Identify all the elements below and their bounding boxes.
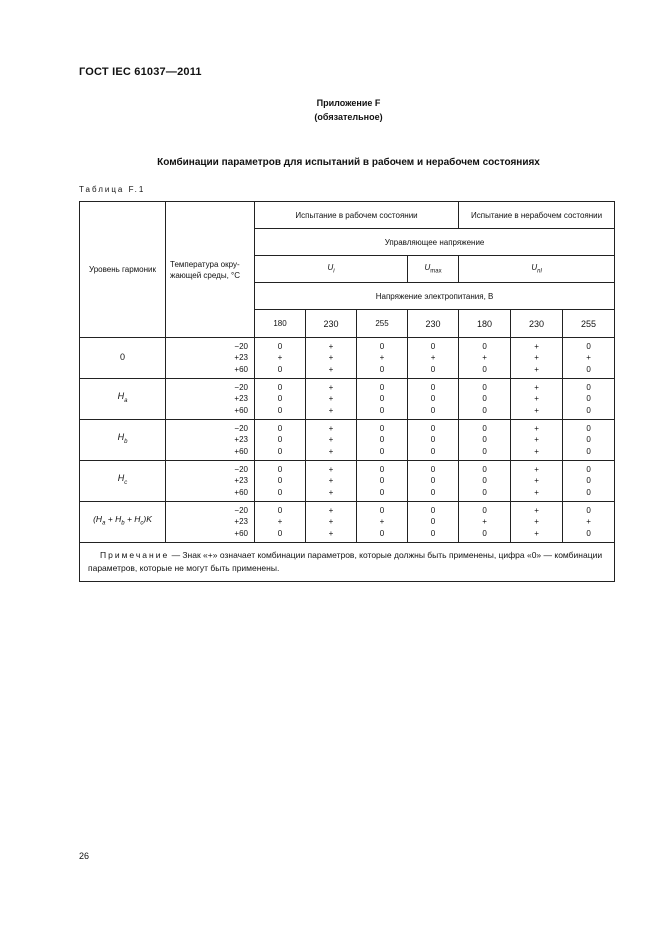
- row-level: $(H_a + H_b + H_c)K$: [80, 502, 166, 543]
- row-value-cell: 0 0 0: [563, 461, 615, 502]
- row-value-cell: + + +: [511, 338, 563, 379]
- voltage-cell: 230: [306, 310, 357, 338]
- row-temperatures: −20 +23 +60: [166, 420, 255, 461]
- row-value-cell: + + +: [511, 461, 563, 502]
- row-value-cell: + + +: [306, 338, 357, 379]
- row-value-cell: 0 0 0: [563, 379, 615, 420]
- header-nonworking-test: Испытание в нерабочем состоянии: [459, 202, 615, 229]
- note-heading: Примечание: [100, 550, 170, 560]
- row-value-cell: + + +: [306, 502, 357, 543]
- row-value-cell: 0 0 0: [357, 420, 408, 461]
- row-value-cell: + + +: [511, 379, 563, 420]
- header-harmonic-level: Уровень гармоник: [80, 202, 166, 338]
- row-value-cell: 0 0 0: [255, 420, 306, 461]
- row-value-cell: 0 + 0: [255, 338, 306, 379]
- row-value-cell: 0 + 0: [357, 338, 408, 379]
- note-text: — Знак «+» означает комбинации параметров, которые должны быть применены, цифра «0» — комбинации параметров, которые не могут быть применены.: [88, 550, 603, 573]
- row-value-cell: 0 + 0: [408, 338, 459, 379]
- appendix-heading: [0, 96, 661, 124]
- row-value-cell: + + +: [511, 502, 563, 543]
- voltage-cell: 180: [255, 310, 306, 338]
- row-level: $H_a$: [80, 379, 166, 420]
- row-value-cell: 0 0 0: [255, 461, 306, 502]
- header-working-test: Испытание в рабочем состоянии: [255, 202, 459, 229]
- table-row: [80, 420, 615, 461]
- row-value-cell: 0 0 0: [459, 379, 511, 420]
- row-level: $H_b$: [80, 420, 166, 461]
- voltage-cell: 180: [459, 310, 511, 338]
- table-row: [80, 502, 615, 543]
- row-value-cell: 0 + 0: [563, 338, 615, 379]
- document-header: ГОСТ IEC 61037—2011: [79, 66, 202, 78]
- row-value-cell: 0 0 0: [408, 502, 459, 543]
- section-title: Комбинации параметров для испытаний в рабочем и нерабочем состояниях: [157, 157, 540, 168]
- appendix-status: (обязательное): [314, 112, 383, 122]
- table-note: [80, 543, 615, 582]
- table-row: [80, 379, 615, 420]
- row-temperatures: −20 +23 +60: [166, 502, 255, 543]
- row-level: 0: [80, 338, 166, 379]
- row-value-cell: 0 + 0: [255, 502, 306, 543]
- header-u-i: $U_i$: [255, 256, 408, 283]
- table-note-row: [80, 543, 615, 582]
- row-value-cell: 0 + 0: [357, 502, 408, 543]
- voltage-cell: 255: [357, 310, 408, 338]
- row-value-cell: 0 + 0: [563, 502, 615, 543]
- row-temperatures: −20 +23 +60: [166, 338, 255, 379]
- voltage-cell: 230: [408, 310, 459, 338]
- row-value-cell: + + +: [306, 420, 357, 461]
- row-temperatures: −20 +23 +60: [166, 379, 255, 420]
- voltage-cell: 255: [563, 310, 615, 338]
- header-u-max: $U_{max}$: [408, 256, 459, 283]
- row-value-cell: + + +: [306, 461, 357, 502]
- row-value-cell: 0 0 0: [459, 461, 511, 502]
- row-level: $H_c$: [80, 461, 166, 502]
- row-value-cell: 0 0 0: [255, 379, 306, 420]
- page-number: 26: [79, 851, 90, 861]
- row-value-cell: + + +: [306, 379, 357, 420]
- header-ambient-temperature: Температура окру-жающей среды, °С: [166, 202, 255, 338]
- row-value-cell: 0 0 0: [459, 420, 511, 461]
- header-u-nl: $U_{nl}$: [459, 256, 615, 283]
- row-value-cell: 0 0 0: [408, 379, 459, 420]
- table-label: Таблица F.1: [79, 185, 146, 194]
- row-value-cell: + + +: [511, 420, 563, 461]
- voltage-cell: 230: [511, 310, 563, 338]
- appendix-title: Приложение F: [316, 98, 381, 108]
- parameters-table: [79, 201, 615, 582]
- table-row: [80, 461, 615, 502]
- row-value-cell: 0 0 0: [357, 379, 408, 420]
- table-row: [80, 338, 615, 379]
- header-control-voltage: Управляющее напряжение: [255, 229, 615, 256]
- header-supply-voltage: Напряжение электропитания, В: [255, 283, 615, 310]
- row-value-cell: 0 + 0: [459, 502, 511, 543]
- row-value-cell: 0 0 0: [408, 420, 459, 461]
- row-value-cell: 0 0 0: [408, 461, 459, 502]
- row-value-cell: 0 0 0: [357, 461, 408, 502]
- row-value-cell: 0 0 0: [563, 420, 615, 461]
- row-temperatures: −20 +23 +60: [166, 461, 255, 502]
- row-value-cell: 0 + 0: [459, 338, 511, 379]
